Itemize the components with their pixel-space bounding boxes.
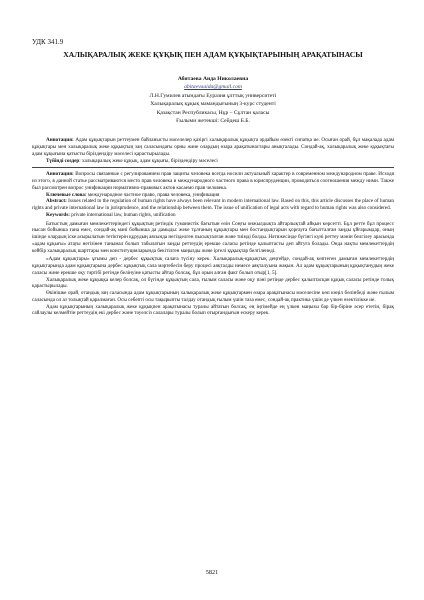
body-paragraph-5: Адам құқықтарының халықаралық жеке құқықпен арақатынасы туралы айтатын болсақ, ең іңгімейде ең үлкен маңызы бар бір-біріне әсер ететін, бірақ сайлаулы келмейтін реттеудің екі дербес және тәуелсіз салалары туралы болып отырғандығын ескеру керек. [32, 303, 394, 317]
abstract-en [32, 198, 394, 212]
author-email-link[interactable]: abitaevaaida@gmail.com [184, 84, 242, 91]
author-block [32, 75, 394, 125]
udc-code: УДК 341.9 [32, 38, 64, 46]
keywords-en-text: private international law, human rights, unification [70, 211, 176, 218]
annotation-kz-label: Аннотация: [46, 137, 74, 144]
supervisor: Ғылыми жетекші: Сейдеш Б.Б. [176, 118, 250, 125]
divider [32, 167, 394, 168]
page-number: 5821 [205, 569, 219, 576]
annotation-ru-label: Аннотация: [46, 171, 74, 178]
author-name: Абитаева Аида Николаевна [177, 76, 249, 82]
body-paragraph-2: «Адам құқықтары» ұғымы деп - дербес құқықтық салаға түсіну керек. Халықаралық-құқықтық деңгейде, сондай-ақ көптеген дамыған мемлекеттердің құқықтарында адам құқықтарына дербес құқықтық сала мәртебесін беру процесі аяқталды немесе аяқталуына жақын. Ал адам құқықтарының құқықтанудың жеке саласы және ерекше оқу тәртібі ретінде белінуіне қатысты айтар болсақ, бұл орын алған факт болып отыр[1, 5]. [32, 256, 394, 276]
keywords-kz-text: : халықаралық жеке құқық, адам құқығы, біріздендіру мәселесі [79, 157, 218, 164]
keywords-en-label: Keywords: [46, 211, 70, 218]
body-paragraph-3: Халықаралық жеке құқыққа келер болсақ, ол бүгінде құқықтың сала, ғылым саласы және оқу пәні ретінде дербес қалыптасқан құқық саласы ретінде толық қарастырылады. [32, 276, 394, 290]
annotation-ru-text: Вопросы связанные с регулированием прав защиты человека всегда носили актуальный характер в современном международном праве. Исходя из этого, в данной статье рассматриваются место прав человека и международного частного права в юриспруденции, проводиться соотношения между ними. Также был рассмотрен вопрос унификации нормативно-правовых актов касаемо прав человека. [32, 171, 394, 191]
keywords-en [32, 212, 394, 219]
abstract-en-label: Abstract: [46, 198, 67, 205]
body-paragraph-4: Өкінішке орай, отандық заң саласында адам құқықтарының халықаралық жеке құқықтармен өзара арақатынасы мәселесіне көп көңіл бөлінбеді және ғылым саласында ол аз толықтай қаралмаған. Осы себепті осы тақырыпты талдау отандық ғылым үшін таза емес, сондай-ақ практика үшін де үлкен өзектілікке ие. [32, 290, 394, 303]
annotation-kz-text: Адам құқықтарын реттеумен байланысты мәселелер қазіргі халықаралық құқықта әрдайым өзекті сипатқа ие. Осыған орай, бұл мақалада адам құқықтары мен халықаралық жеке құқықтың заң саласындағы орны және олардың өзара арақатынастары анықталады. Сондай-ақ, халықаралық жеке құқықтағы адам құқығына қатысты біріздендіру мәселесі қарастырылады. [32, 137, 394, 157]
author-program: Халықаралық құқық мамандығының 3-курс студенті [150, 101, 276, 108]
keywords-kz-label: Түйінді сөздер [46, 157, 80, 164]
article-title: ХАЛЫҚАРАЛЫҚ ЖЕКЕ ҚҰҚЫҚ ПЕН АДАМ ҚҰҚЫҚТАРЫНЫҢ АРАҚАТЫНАСЫ [63, 50, 363, 59]
keywords-kz [32, 158, 394, 165]
author-location: Қазақстан Республикасы, Нұр – Сұлтан қаласы [156, 109, 270, 116]
article-body [32, 137, 394, 317]
author-university: Л.Н.Гумилев атындағы Еуразия ұлттық университеті [149, 92, 277, 99]
annotation-ru [32, 171, 394, 191]
keywords-ru-label: Ключевые слова: [46, 191, 87, 198]
keywords-ru-text: международное частное право, права человека, унификация [86, 191, 220, 198]
body-paragraph-1: Батыстың дамыған мемлекеттеріндегі құқықтың ретіндік гуманистік бағытын өзін Соңғы онжылдықта айтарлықтай айқын көрсетті. Бұл ретте бұл процесс нысан бойынша ғана емес, сондай-ақ мәні бойынша да дамыды: жеке тұлғаның құқықтары мен бостандықтарын қорғауға бағытталған заңды ұйғарымдар, оның ішінде олардың іске асырылатын тетіктерін құрудың аясында негізделген пысықталған және тиімді болды. Нәтижесінде бүгінгі күні реттеу мәнін белгілеу арасында «адам құқығы» атауы негізінен танымал болып табылатын заңды реттеудің ерекше саласы ретінде қалыптасты деп айтуға болады. Онда нақты мемлекеттердің кейбір халықаралық шарттары мен конституцияларында бекітілген маңызды және іргелі құқықтар белгіленеді. [32, 220, 394, 254]
abstract-en-text: Issues related to the regulation of human rights have always been relevant in modern international law. Based on this, this article discusses the place of human rights and private international law in jurisprudence, and the relationship between them. The issue of unification of legal acts with regard to human rights was also considered. [32, 198, 394, 212]
annotation-kz [32, 137, 394, 157]
